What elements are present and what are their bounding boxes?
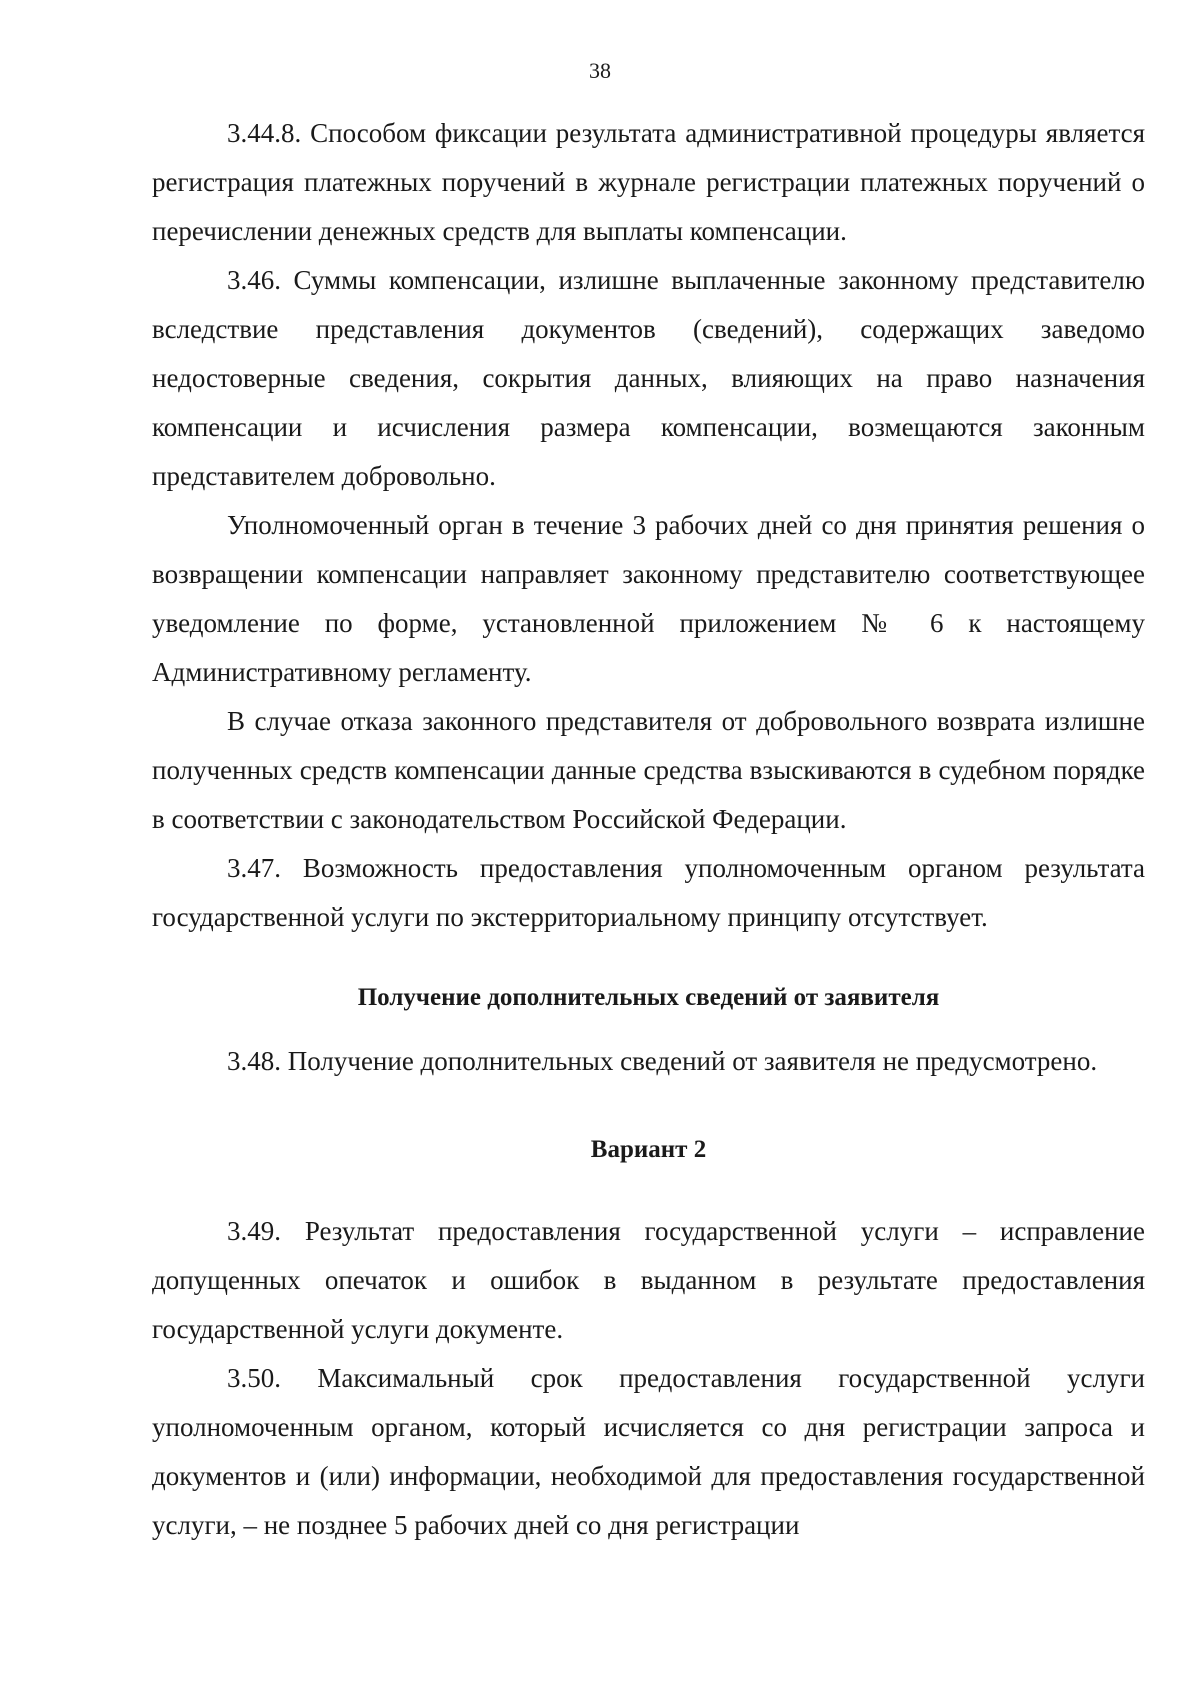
paragraph-3-46: 3.46. Суммы компенсации, излишне выплаченные законному представителю вследствие представления документов (сведений), содержащих заведомо недостоверные сведения, сокрытия данных, влияющих на право назначения компенсации и исчисления размера компенсации, возмещаются законным представителем добровольно.	[152, 265, 1145, 491]
page-number: 38	[589, 58, 611, 83]
section-heading: Получение дополнительных сведений от заявителя	[357, 984, 940, 1011]
variant-heading: Вариант 2	[590, 1136, 707, 1163]
paragraph-notification: Уполномоченный орган в течение 3 рабочих дней со дня принятия решения о возвращении компенсации направляет законному представителю соответствующее уведомление по форме, установленной приложением № 6 к настоящему Административному регламенту.	[152, 510, 1145, 687]
paragraph-3-44-8: 3.44.8. Способом фиксации результата административной процедуры является регистрация платежных поручений в журнале регистрации платежных поручений о перечислении денежных средств для выплаты компенсации.	[152, 118, 1145, 246]
document-body	[152, 109, 1145, 1550]
paragraph-3-48: 3.48. Получение дополнительных сведений от заявителя не предусмотрено.	[227, 1046, 1098, 1076]
paragraph-3-47: 3.47. Возможность предоставления уполномоченным органом результата государственной услуги по экстерриториальному принципу отсутствует.	[152, 853, 1145, 932]
paragraph-3-49: 3.49. Результат предоставления государственной услуги – исправление допущенных опечаток и ошибок в выданном в результате предоставления государственной услуги документе.	[152, 1216, 1145, 1344]
paragraph-refusal: В случае отказа законного представителя от добровольного возврата излишне полученных средств компенсации данные средства взыскиваются в судебном порядке в соответствии с законодательством Российской Федерации.	[152, 706, 1145, 834]
paragraph-3-50: 3.50. Максимальный срок предоставления государственной услуги уполномоченным органом, который исчисляется со дня регистрации запроса и документов и (или) информации, необходимой для предоставления государственной услуги, – не позднее 5 рабочих дней со дня регистрации	[152, 1363, 1145, 1540]
